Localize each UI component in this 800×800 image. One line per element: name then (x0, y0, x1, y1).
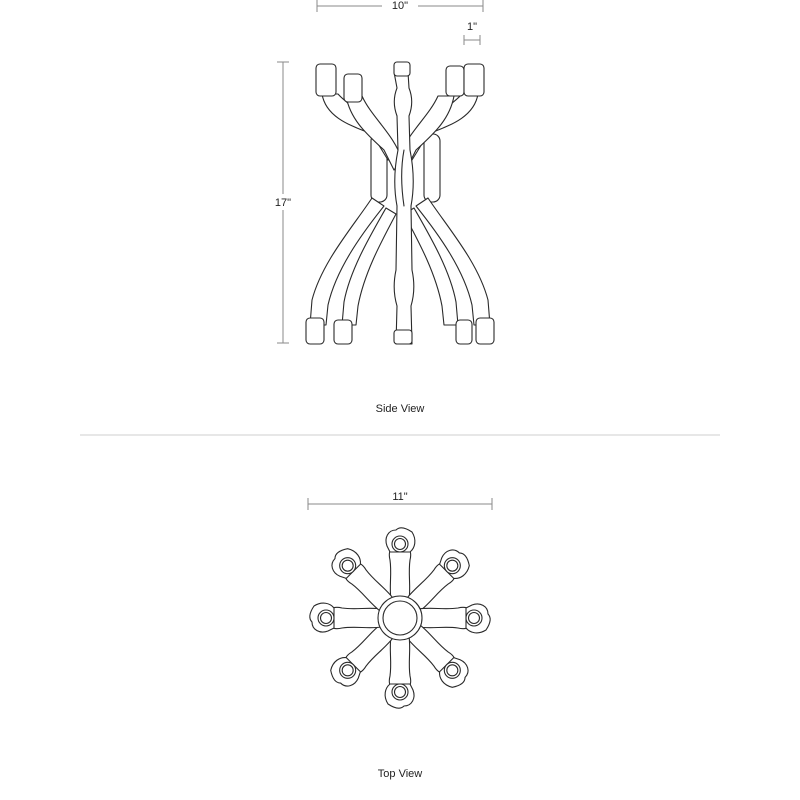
top-arm (310, 603, 382, 632)
side-arm-dimension (464, 21, 480, 45)
side-width-dimension (317, 0, 483, 12)
side-view (270, 0, 494, 415)
side-width-label: 10" (391, 0, 409, 12)
side-height-dimension (270, 62, 298, 343)
top-arm (418, 604, 490, 633)
candelabra-side-outline (306, 62, 494, 344)
side-view-caption: Side View (375, 403, 425, 415)
top-arm (386, 528, 415, 600)
top-width-label: 11" (392, 491, 408, 503)
side-height-label: 17" (274, 197, 292, 209)
top-center-hub (378, 596, 422, 640)
top-width-dimension (308, 491, 492, 510)
top-view-caption: Top View (377, 768, 423, 780)
top-arm (385, 636, 414, 708)
side-arm-label: 1" (466, 21, 478, 33)
top-view (308, 491, 492, 780)
